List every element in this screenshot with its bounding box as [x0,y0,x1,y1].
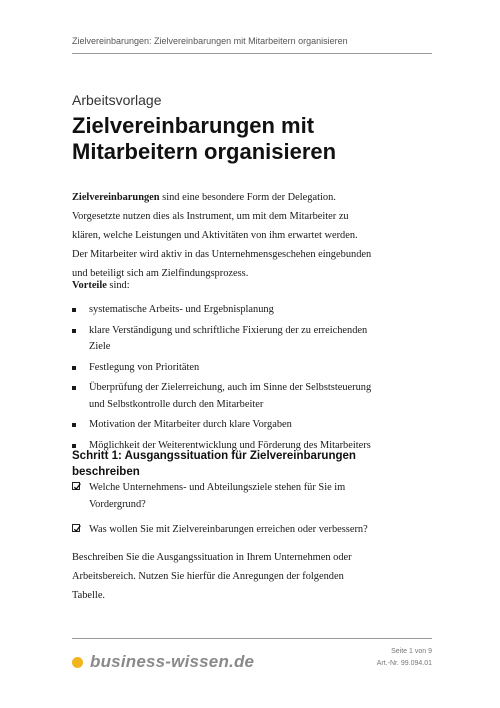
list-item-text: Motivation der Mitarbeiter durch klare Vorgaben [89,419,292,430]
list-item [72,417,372,434]
square-bullet-icon [72,386,76,390]
advantages-text: sind: [106,280,130,291]
advantages-list [72,302,372,458]
checked-box-icon [72,524,80,532]
running-header: Zielvereinbarungen: Zielvereinbarungen mit Mitarbeitern organisieren [72,36,348,46]
list-item-text: klare Verständigung und schriftliche Fixierung der zu erreichenden Ziele [89,324,368,352]
checklist-item-text: Was wollen Sie mit Zielvereinbarungen erreichen oder verbessern? [89,524,368,535]
document-type: Arbeitsvorlage [72,92,162,108]
square-bullet-icon [72,308,76,312]
logo-dot-icon [72,657,83,668]
header-divider [72,53,432,54]
advantages-lead: Vorteile [72,280,107,291]
list-item [72,360,372,377]
checklist-item-text: Welche Unternehmens- und Abteilungsziele stehen für Sie im Vordergrund? [89,482,346,510]
checklist-item [72,480,372,513]
list-item [72,302,372,319]
footer-divider [72,638,432,639]
document-title: Zielvereinbarungen mit Mitarbeitern organisieren [72,113,337,164]
square-bullet-icon [72,366,76,370]
list-item-text: systematische Arbeits- und Ergebnisplanung [89,304,274,315]
article-number: Art.-Nr. 99.094.01 [376,660,432,667]
list-item [72,380,372,413]
list-item [72,323,372,356]
logo-text: business-wissen.de [90,652,255,671]
intro-paragraph [72,188,372,283]
checklist [72,480,372,539]
step-1-heading: Schritt 1: Ausgangssituation für Zielvereinbarungen beschreiben [72,450,356,478]
advantages-intro [72,276,372,295]
page-number: Seite 1 von 9 [391,648,432,655]
checklist-item [72,522,372,539]
closing-paragraph: Beschreiben Sie die Ausgangssituation in Ihrem Unternehmen oder Arbeitsbereich. Nutzen Sie hierfür die Anregungen der folgenden Tabelle. [72,552,352,601]
square-bullet-icon [72,329,76,333]
checked-box-icon [72,482,80,490]
list-item-text: Festlegung von Prioritäten [89,361,200,373]
square-bullet-icon [72,423,76,427]
intro-lead: Zielvereinbarungen [72,192,160,203]
intro-text: sind eine besondere Form der Delegation. Vorgesetzte nutzen dies als Instrument, um mit dem Mitarbeiter zu klären, welche Leistungen und Aktivitäten von ihm erwartet werden. Der Mitarbeiter wird aktiv in das Unternehmensgeschehen eingebunden und beteiligt sich am Zielfindungsprozess. [72,192,372,279]
square-bullet-icon [72,444,76,448]
list-item-text: Überprüfung der Zielerreichung, auch im Sinne der Selbststeuerung und Selbstkontrolle durch den Mitarbeiter [89,382,372,410]
list-item-text: Möglichkeit der Weiterentwicklung und Förderung des Mitarbeiters [89,439,371,451]
